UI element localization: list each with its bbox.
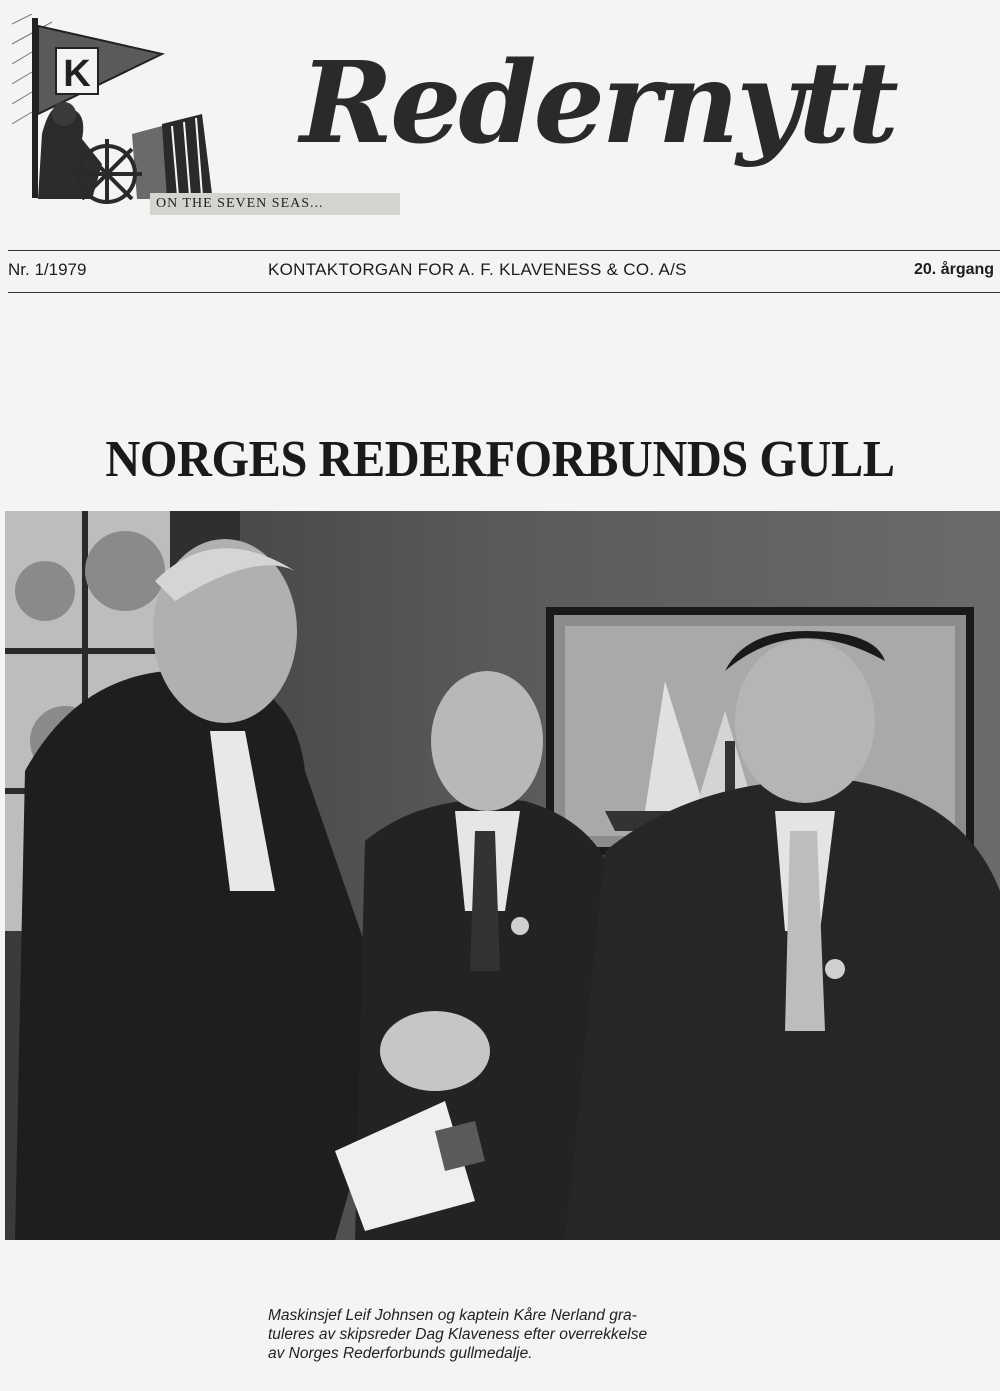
cover-photo (5, 511, 1000, 1240)
issue-number: Nr. 1/1979 (8, 260, 87, 279)
masthead-title: Redernytt (300, 38, 896, 169)
caption-line: Maskinsjef Leif Johnsen og kaptein Kåre Nerland gra- (268, 1307, 637, 1324)
masthead-tagline: ON THE SEVEN SEAS... (150, 193, 400, 215)
issue-bar (8, 252, 1000, 288)
top-rule (8, 250, 1000, 251)
photo-caption (268, 1306, 768, 1363)
bottom-rule (8, 292, 1000, 293)
headline: NORGES REDERFORBUNDS GULL (105, 431, 895, 488)
caption-line: tuleres av skipsreder Dag Klaveness efter overrekkelse (268, 1326, 648, 1343)
flag-letter: K (63, 53, 91, 95)
volume-label: 20. årgang (914, 261, 995, 278)
publisher-line: KONTAKTORGAN FOR A. F. KLAVENESS & CO. A/S (268, 260, 687, 279)
caption-line: av Norges Rederforbunds gullmedalje. (268, 1345, 533, 1362)
masthead-logo (12, 14, 244, 204)
